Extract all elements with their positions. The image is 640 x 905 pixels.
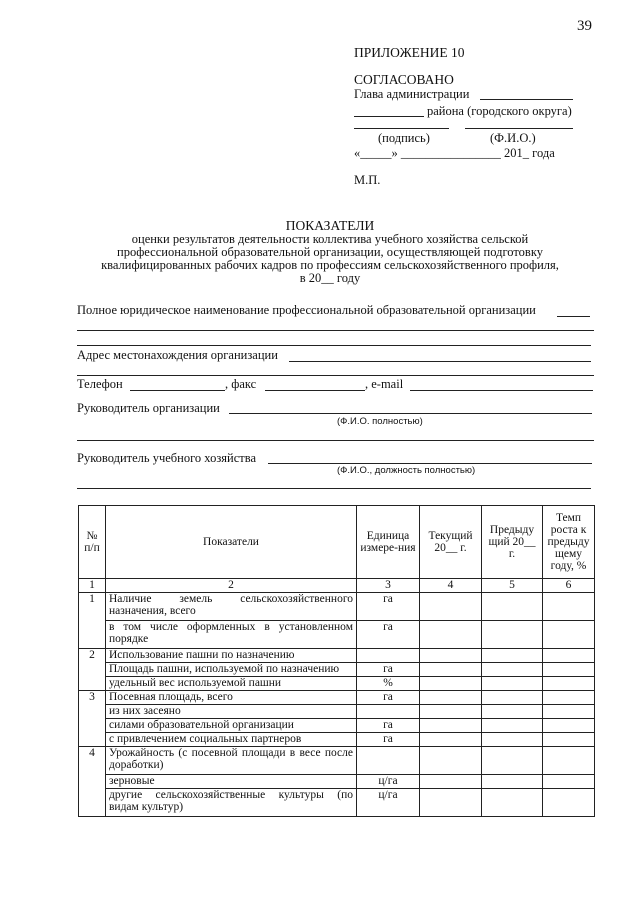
header-previous-year: Предыду щий 20__ г. — [482, 506, 543, 579]
unit-cell: га — [357, 733, 420, 747]
table-row — [79, 593, 595, 621]
row-number: 1 — [79, 593, 106, 649]
col-number: 1 — [79, 579, 106, 593]
title-line-2: профессиональной образовательной организации, осуществляющей подготовку — [117, 245, 543, 259]
unit-cell — [357, 747, 420, 775]
address-line-2[interactable] — [77, 375, 594, 376]
growth-rate-cell[interactable] — [543, 649, 595, 663]
address-blank[interactable] — [289, 361, 591, 362]
previous-value-cell[interactable] — [482, 747, 543, 775]
org-name-label: Полное юридическое наименование профессиональной образовательной организации — [77, 303, 536, 317]
indicator-name: в том числе оформленных в установленном порядке — [106, 621, 357, 649]
previous-value-cell[interactable] — [482, 677, 543, 691]
name-blank[interactable] — [465, 128, 573, 129]
district-label: района (городского округа) — [427, 104, 572, 118]
table-row — [79, 649, 595, 663]
phone-blank[interactable] — [130, 390, 225, 391]
org-name-blank[interactable] — [557, 316, 590, 317]
table-row — [79, 663, 595, 677]
previous-value-cell[interactable] — [482, 649, 543, 663]
indicator-name: силами образовательной организации — [106, 719, 357, 733]
previous-value-cell[interactable] — [482, 663, 543, 677]
unit-cell: га — [357, 593, 420, 621]
table-header-row — [79, 506, 595, 579]
current-value-cell[interactable] — [420, 775, 482, 789]
unit-cell: га — [357, 719, 420, 733]
indicator-name: Посевная площадь, всего — [106, 691, 357, 705]
phone-label: Телефон — [77, 377, 123, 391]
previous-value-cell[interactable] — [482, 705, 543, 719]
growth-rate-cell[interactable] — [543, 747, 595, 775]
current-value-cell[interactable] — [420, 649, 482, 663]
district-blank[interactable] — [354, 116, 424, 117]
indicator-name: Использование пашни по назначению — [106, 649, 357, 663]
growth-rate-cell[interactable] — [543, 775, 595, 789]
title-line-1: оценки результатов деятельности коллектива учебного хозяйства сельской — [131, 232, 529, 246]
signature-label: (подпись) — [378, 131, 430, 145]
table-row — [79, 719, 595, 733]
previous-value-cell[interactable] — [482, 691, 543, 705]
growth-rate-cell[interactable] — [543, 705, 595, 719]
indicator-name: с привлечением социальных партнеров — [106, 733, 357, 747]
table-row — [79, 775, 595, 789]
director-label: Руководитель организации — [77, 401, 220, 415]
table-row — [79, 747, 595, 775]
title-line-4: в 20__ году — [299, 271, 361, 285]
current-value-cell[interactable] — [420, 747, 482, 775]
previous-value-cell[interactable] — [482, 719, 543, 733]
org-name-line-2[interactable] — [77, 330, 594, 331]
indicator-name: зерновые — [106, 775, 357, 789]
page-number: 39 — [577, 18, 592, 34]
unit-cell — [357, 649, 420, 663]
indicator-name: Площадь пашни, используемой по назначению — [106, 663, 357, 677]
indicators-table — [78, 505, 595, 817]
table-row — [79, 621, 595, 649]
row-number: 3 — [79, 691, 106, 747]
current-value-cell[interactable] — [420, 789, 482, 817]
growth-rate-cell[interactable] — [543, 677, 595, 691]
column-numbers-row — [79, 579, 595, 593]
email-blank[interactable] — [410, 390, 593, 391]
header-unit: Единица измере-ния — [357, 506, 420, 579]
document-title: ПОКАЗАТЕЛИ — [285, 218, 375, 233]
director-blank[interactable] — [229, 413, 592, 414]
indicator-name: Урожайность (с посевной площади в весе после доработки) — [106, 747, 357, 775]
row-number: 4 — [79, 747, 106, 817]
current-value-cell[interactable] — [420, 621, 482, 649]
unit-cell: га — [357, 621, 420, 649]
org-name-line-3[interactable] — [77, 345, 591, 346]
growth-rate-cell[interactable] — [543, 789, 595, 817]
director-line-2[interactable] — [77, 440, 594, 441]
growth-rate-cell[interactable] — [543, 719, 595, 733]
fax-label: , факс — [225, 377, 257, 391]
head-blank[interactable] — [480, 99, 573, 100]
previous-value-cell[interactable] — [482, 789, 543, 817]
current-value-cell[interactable] — [420, 733, 482, 747]
growth-rate-cell[interactable] — [543, 593, 595, 621]
previous-value-cell[interactable] — [482, 733, 543, 747]
stamp-label: М.П. — [354, 173, 381, 187]
unit-cell: ц/га — [357, 789, 420, 817]
current-value-cell[interactable] — [420, 593, 482, 621]
current-value-cell[interactable] — [420, 677, 482, 691]
appendix-label: ПРИЛОЖЕНИЕ 10 — [354, 45, 465, 60]
approved-label: СОГЛАСОВАНО — [354, 72, 454, 87]
fax-blank[interactable] — [265, 390, 365, 391]
row-number: 2 — [79, 649, 106, 691]
indicator-name: удельный вес используемой пашни — [106, 677, 357, 691]
header-indicators: Показатели — [106, 506, 357, 579]
address-label: Адрес местонахождения организации — [77, 348, 278, 362]
table-row — [79, 789, 595, 817]
name-label: (Ф.И.О.) — [490, 131, 536, 145]
date-line: «_____» ________________ 201_ года — [354, 146, 555, 160]
signature-blank[interactable] — [354, 128, 449, 129]
previous-value-cell[interactable] — [482, 775, 543, 789]
header-number: № п/п — [79, 506, 106, 579]
unit-cell: ц/га — [357, 775, 420, 789]
growth-rate-cell[interactable] — [543, 691, 595, 705]
col-number: 4 — [420, 579, 482, 593]
previous-value-cell[interactable] — [482, 593, 543, 621]
email-label: , e-mail — [365, 377, 404, 391]
farm-head-hint: (Ф.И.О., должность полностью) — [337, 465, 476, 476]
title-line-3: квалифицированных рабочих кадров по профессиям сельскохозяйственного профиля, — [101, 258, 559, 272]
director-hint: (Ф.И.О. полностью) — [337, 416, 423, 427]
table-row — [79, 705, 595, 719]
header-growth-rate: Темп роста к предыду щему году, % — [543, 506, 595, 579]
indicator-name: Наличие земель сельскохозяйственного назначения, всего — [106, 593, 357, 621]
col-number: 2 — [106, 579, 357, 593]
unit-cell — [357, 705, 420, 719]
indicator-name: другие сельскохозяйственные культуры (по видам культур) — [106, 789, 357, 817]
unit-cell: % — [357, 677, 420, 691]
farm-head-line-2[interactable] — [77, 488, 591, 489]
col-number: 3 — [357, 579, 420, 593]
growth-rate-cell[interactable] — [543, 733, 595, 747]
col-number: 6 — [543, 579, 595, 593]
current-value-cell[interactable] — [420, 691, 482, 705]
growth-rate-cell[interactable] — [543, 621, 595, 649]
previous-value-cell[interactable] — [482, 621, 543, 649]
current-value-cell[interactable] — [420, 663, 482, 677]
current-value-cell[interactable] — [420, 705, 482, 719]
col-number: 5 — [482, 579, 543, 593]
table-row — [79, 677, 595, 691]
growth-rate-cell[interactable] — [543, 663, 595, 677]
unit-cell: га — [357, 691, 420, 705]
header-current-year: Текущий 20__ г. — [420, 506, 482, 579]
farm-head-label: Руководитель учебного хозяйства — [77, 451, 256, 465]
farm-head-blank[interactable] — [268, 463, 592, 464]
current-value-cell[interactable] — [420, 719, 482, 733]
head-label: Глава администрации — [354, 87, 470, 101]
indicator-name: из них засеяно — [106, 705, 357, 719]
unit-cell: га — [357, 663, 420, 677]
table-row — [79, 733, 595, 747]
table-row — [79, 691, 595, 705]
